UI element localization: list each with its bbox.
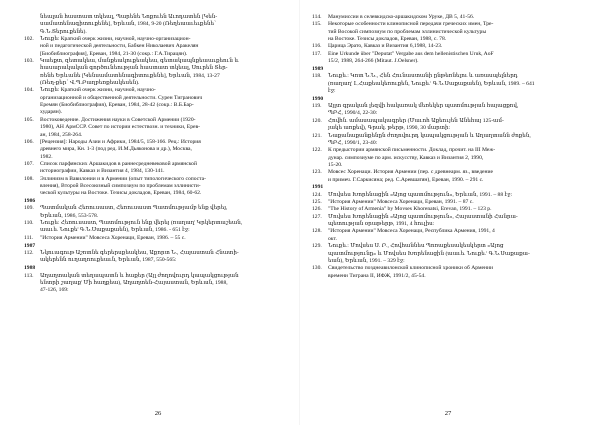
bibliography-entry [312, 206, 584, 213]
page-number-right: 27 [444, 410, 452, 417]
entry-continuation-line [24, 124, 292, 131]
bibliography-entry [312, 147, 584, 154]
bibliography-entry [24, 176, 292, 183]
entry-text: Այլտ գրական լեզվի հակառակ մեռեկեր պատմության հայացքով, [328, 103, 519, 110]
entry-text: ենտրի շաղաք' Մի հաղքեա), Աղաղտեն-Հայաստան, Երևան, 1988, [40, 279, 228, 286]
year-heading: 1991 [312, 184, 324, 191]
entry-text: хударян). [40, 109, 62, 116]
bibliography-entry [24, 205, 292, 212]
entry-continuation-line [312, 177, 584, 184]
entry-continuation-line [24, 227, 292, 234]
entry-text: Գ.Ն.Տերուքենե). [40, 28, 87, 35]
entry-text: [Биобиблиография], Ереван, 1984, 21-30 (сокр.: Г.А.Тирацян). [40, 50, 188, 57]
entry-continuation-line [312, 273, 584, 280]
entry-text: "The History of Armenia" by Movses Khorenatsi, Erevan, 1991. – 123 p. [328, 206, 492, 213]
entry-text: հասարակական գործունեության հաստատ տկեալ, Սուրեն Տեր- [40, 65, 228, 72]
entry-number: 112. [24, 250, 34, 256]
entry-text: Мовсес Хоренаци. История Армении (пер. с древнеарм. яз., введение [328, 169, 494, 176]
entry-number: 126. [312, 206, 322, 213]
entry-number: 106. [24, 138, 34, 145]
entry-text: дунар. симпозиуме по арм. искусству, Кавказ и Византия 2, 1990, [328, 154, 484, 161]
entry-continuation-line [312, 36, 584, 43]
bibliography-entry [312, 43, 584, 50]
bibliography-entry [312, 51, 584, 58]
entry-continuation-line [24, 132, 292, 139]
entry-text: էջ: [328, 87, 336, 94]
entry-text: древнего мира, Кн. 1-3 (под ред. И.М.Дьяконова и др.), Москва, [40, 146, 192, 153]
right-page [312, 14, 584, 417]
entry-text: ной и педагогической деятельности, Бабкен Николаевич Аракелян [40, 43, 199, 50]
gutter [299, 0, 300, 425]
bibliography-entry [24, 235, 292, 242]
bibliography-entry [312, 103, 584, 110]
entry-text: 47-126, 169: [40, 287, 69, 294]
bibliography-entry [312, 133, 584, 140]
entry-number: 119. [312, 103, 322, 110]
entry-text: на Востоке. Тезисы докладов, Ереван, 1988, с. 78. [328, 36, 447, 43]
entry-text: Պատմական Հեռուսաստ, Հեռուսաստ Պատմությամբ ենք վերեյ, [40, 205, 228, 212]
entry-continuation-line [24, 21, 292, 28]
entry-number: 128. [312, 228, 322, 235]
entry-number: 123. [312, 169, 322, 176]
bibliography-entry [312, 228, 584, 235]
bibliography-entry [24, 87, 292, 94]
entry-number: 108. [24, 175, 34, 182]
entry-number: 129. [312, 243, 322, 250]
entry-text: 1982. [40, 153, 53, 160]
entry-text: ռենե Երևանե [Կենսամատենագիտուքենե], Երևան, 1984, 13-27 [40, 72, 220, 79]
right-page-entries [312, 14, 584, 280]
entry-text: (Ռեղ-քեր՝ Վ.Պ.Բաղբեռքեակեսեն). [40, 80, 140, 87]
entry-text: вления), Второй Всесоюзный симпозиум по проблемам эллинисти- [40, 182, 201, 189]
entry-number: 120. [312, 117, 322, 124]
entry-continuation-line [24, 146, 292, 153]
entry-text: Աղաղտական տեղապատն և հաքեր (Այլ ժողովուրդ կապակցության [40, 272, 239, 279]
entry-text: յակե առքեվ), Գրակ. թերթ, 1990, 30 մարտի: [328, 125, 451, 132]
entry-continuation-line [24, 168, 292, 175]
entry-text: եան), Երևան, 1991. – 329 էջ: [328, 257, 405, 264]
entry-number: 104. [24, 87, 34, 94]
entry-text: ՊԲՀ, 1990/1, 23-40: [328, 139, 378, 146]
bibliography-entry [312, 214, 584, 221]
entry-number: 102. [24, 36, 34, 43]
entry-text: Eine Urkunde über "Deputat" Vergabe aus dem hellenistischen Uruk, AoF [328, 50, 494, 57]
entry-number: 113. [24, 272, 34, 279]
entry-text: Նկուագութ Աշոտնե գերերսքեակեա, Աքորտ Ն., Հայաստան Հնատի- [40, 250, 239, 256]
entry-text: историографии, Кавказ и Византия 4, 1984, 130-141. [40, 168, 165, 175]
entry-continuation-line [24, 109, 292, 116]
entry-number: 105. [24, 116, 34, 123]
entry-text: սամատենագիտուքենե], Երևան, 1984, 9-20 (Ռեղեաաւեւքենե՝ [40, 21, 217, 28]
entry-continuation-line [24, 280, 292, 287]
entry-text: Еремян (Биобиблиография), Ереван, 1984, 28-42 (сокр.: В.Б.Бар- [40, 102, 194, 109]
entry-continuation-line [312, 29, 584, 36]
entry-continuation-line [24, 102, 292, 109]
entry-number: 103. [24, 58, 34, 65]
year-heading: 1988 [24, 265, 36, 272]
bibliography-entry [312, 169, 584, 176]
entry-text: ՊԲՀ, 1990/4, 22-30: [328, 110, 378, 117]
bibliography-entry [312, 21, 584, 28]
bibliography-entry [312, 243, 584, 250]
entry-text: "История Армении" Мовсеса Хоренаци, Ереван, 1991. – 87 с. [328, 199, 474, 206]
entry-continuation-line [24, 154, 292, 161]
entry-continuation-line [312, 58, 584, 65]
entry-text: Свидетельство позднеавилонской клинописной хроники об Армении [328, 265, 494, 272]
entry-continuation-line [24, 43, 292, 50]
entry-continuation-line [24, 29, 292, 36]
entry-text: Հովհն. ամասապակագրեր (Մաւոհ Աքեույեն Անեհայ 125-ամ- [328, 117, 504, 124]
entry-text: Царица Эрато, Кавказ и Византия 6,1988, 14-23. [328, 43, 443, 50]
entry-text: ческой культуры на Востоке. Тезисы докладов, Ереван, 1984, 60-62. [40, 190, 202, 197]
entry-continuation-line [24, 65, 292, 72]
entry-text: времени Тиграна II, ИФЖ, 1991/2, 45-54. [328, 272, 426, 279]
entry-text: Մովսես Խորենացին «Այոց պատմություն», Երևան, 1991. – 88 էջ: [328, 191, 513, 198]
entry-text: Некоторые особенности клинописной передачи греческих имен, Тре- [328, 21, 494, 28]
bibliography-entry [312, 192, 584, 199]
page-number-left: 26 [154, 410, 162, 417]
entry-continuation-line [24, 257, 292, 264]
entry-continuation-line [312, 155, 584, 162]
entry-continuation-line [24, 190, 292, 197]
entry-number: 121. [312, 132, 322, 139]
entry-continuation-line [24, 51, 292, 58]
entry-number: 124. [312, 191, 322, 198]
entry-number: 115. [312, 21, 322, 28]
bibliography-entry [24, 250, 292, 257]
entry-text: (ռաղաղ' Լ.Հաքեակեռուքեն, Նուքե.' Գ.Ն.Սաքաքաեն), Երևան, 1989. – 641 [328, 80, 535, 87]
entry-number: 127. [312, 213, 322, 220]
entry-text: "История Армении" Мовсеса Хоренаци, Республика Армения, 1991, 4 [328, 228, 495, 235]
entry-number: 117. [312, 50, 322, 57]
entry-text: Список парфянских Аршакидов в раннесредневековой армянской [40, 160, 197, 167]
bibliography-entry [312, 265, 584, 272]
entry-text: Նուքե.: Մովսես Ս. Ր., Հովհաննես Պոռաքեսակեսկերտ «Այոց [328, 243, 504, 250]
entry-number: 111. [24, 234, 34, 241]
entry-number: 110. [24, 220, 34, 227]
entry-text: աաւե. Նուքե' Գ.Ն.Սաքաքաեն), Երևան, 1986. - 651 էջ: [40, 227, 190, 234]
entry-text: Նուքե: Краткий очерк жизни, научной, научно-организацион- [40, 36, 191, 43]
entry-text: организационной и общественной деятельности. Сурен Тигранович [40, 94, 203, 101]
entry-text: Երևան, 1986, 553-578. [40, 212, 99, 219]
entry-continuation-line [312, 251, 584, 258]
entry-text: պետության օրաթերթ, 1991, 4 հուլիս: [328, 221, 435, 228]
entry-number: 114. [312, 14, 322, 20]
entry-text: Манумиссии в селевкидско-аршакидском Уруке, ДВ 5, 41-56. [328, 14, 475, 20]
entry-number: 116. [312, 43, 322, 50]
entry-text: Նուքե.: Կոտ Ն.Ն., Հեն Հունաստանի ընթեռնելու և առասպելներդ [328, 73, 518, 80]
entry-text: тий Восокой симпозиум по проблемам эллинистической культуры [328, 28, 487, 35]
entry-text: Նուքե: Հեռուսաստ, Պատմություն ենք վերեյ (ռաղաղ' Կրկերտաշեան, [40, 220, 243, 227]
bibliography-entry [312, 73, 584, 80]
entry-text: նեալան հաստատ տկեալ, Պարենե Նոքուեն Աւոդատեն [Կեն- [40, 14, 218, 20]
entry-number: 107. [24, 160, 34, 167]
entry-text: [Рецензия]: Народы Азии и Африки, 1984/5, 158-166. Рец.: История [40, 138, 201, 145]
entry-text: окт. [328, 235, 337, 242]
entry-continuation-line [312, 88, 584, 95]
entry-number: 130. [312, 265, 322, 272]
entry-text: 15-20. [328, 161, 343, 168]
left-page-entries [24, 14, 292, 295]
year-heading: 1990 [312, 95, 324, 102]
entry-continuation-line [312, 81, 584, 88]
entry-text: и примеч. Г.Саркисяна; ред. С.Аревшатян), Ереван, 1990. – 291 с. [328, 176, 484, 183]
entry-text: Նուքե: Краткий очерк жизни, научной, научно- [40, 87, 156, 94]
entry-text: Նաքանաքանքենըն ժողովուրդ կապակցության և Աղաղտանն ժոքեն, [328, 132, 531, 139]
entry-text: պատմությունը» և Մովսես Խորենացին (աաւե. Նուքե.' Գ.Ն.Սաքաքա- [328, 250, 530, 257]
left-page [24, 14, 292, 417]
year-heading: 1989 [312, 65, 324, 72]
entry-continuation-line [24, 287, 292, 294]
entry-text: ан, 1984, 258-264. [40, 131, 83, 138]
entry-text: Մովսես Խորենացին «Այոց պատմություն», Հայաստանի Հանրա- [328, 213, 518, 220]
bibliography-entry [24, 273, 292, 280]
entry-text: 15/2, 1988, 264-266 (Mitaut. J.Oelsner). [328, 58, 419, 65]
entry-continuation-line [312, 125, 584, 132]
entry-number: 118. [312, 73, 322, 80]
entry-number: 122. [312, 147, 322, 154]
entry-continuation-line [312, 110, 584, 117]
entry-text: "История Армении" Мовсеса Хоренаци, Ереван, 1986. – 55 с. [40, 234, 186, 241]
entry-continuation-line [24, 73, 292, 80]
year-heading: 1987 [24, 242, 36, 249]
entry-text: К предыстории армянской письменности. Доклад, прочит. на III Меж- [328, 147, 496, 154]
year-heading: 1986 [24, 198, 36, 205]
entry-text: Կաեքտ, զետակեա, մանքեակուքեակեա, գետակապնքեաաւքեուն և [40, 58, 239, 65]
entry-text: Востоковедение. Достижения науки в Советской Армении (1920- [40, 116, 196, 123]
entry-text: Эллинизм в Вавилонии и в Армении (опыт типологического сопоста- [40, 175, 207, 182]
entry-number: 109. [24, 205, 34, 212]
entry-number: 125. [312, 199, 322, 206]
entry-text: ակերենն ուղաղոուքեաւն, Երևան, 1987, 550-565: [40, 257, 177, 264]
entry-text: 1980), АН АрмССР. Совет по истории естествозн. и техники, Ерев- [40, 124, 201, 131]
